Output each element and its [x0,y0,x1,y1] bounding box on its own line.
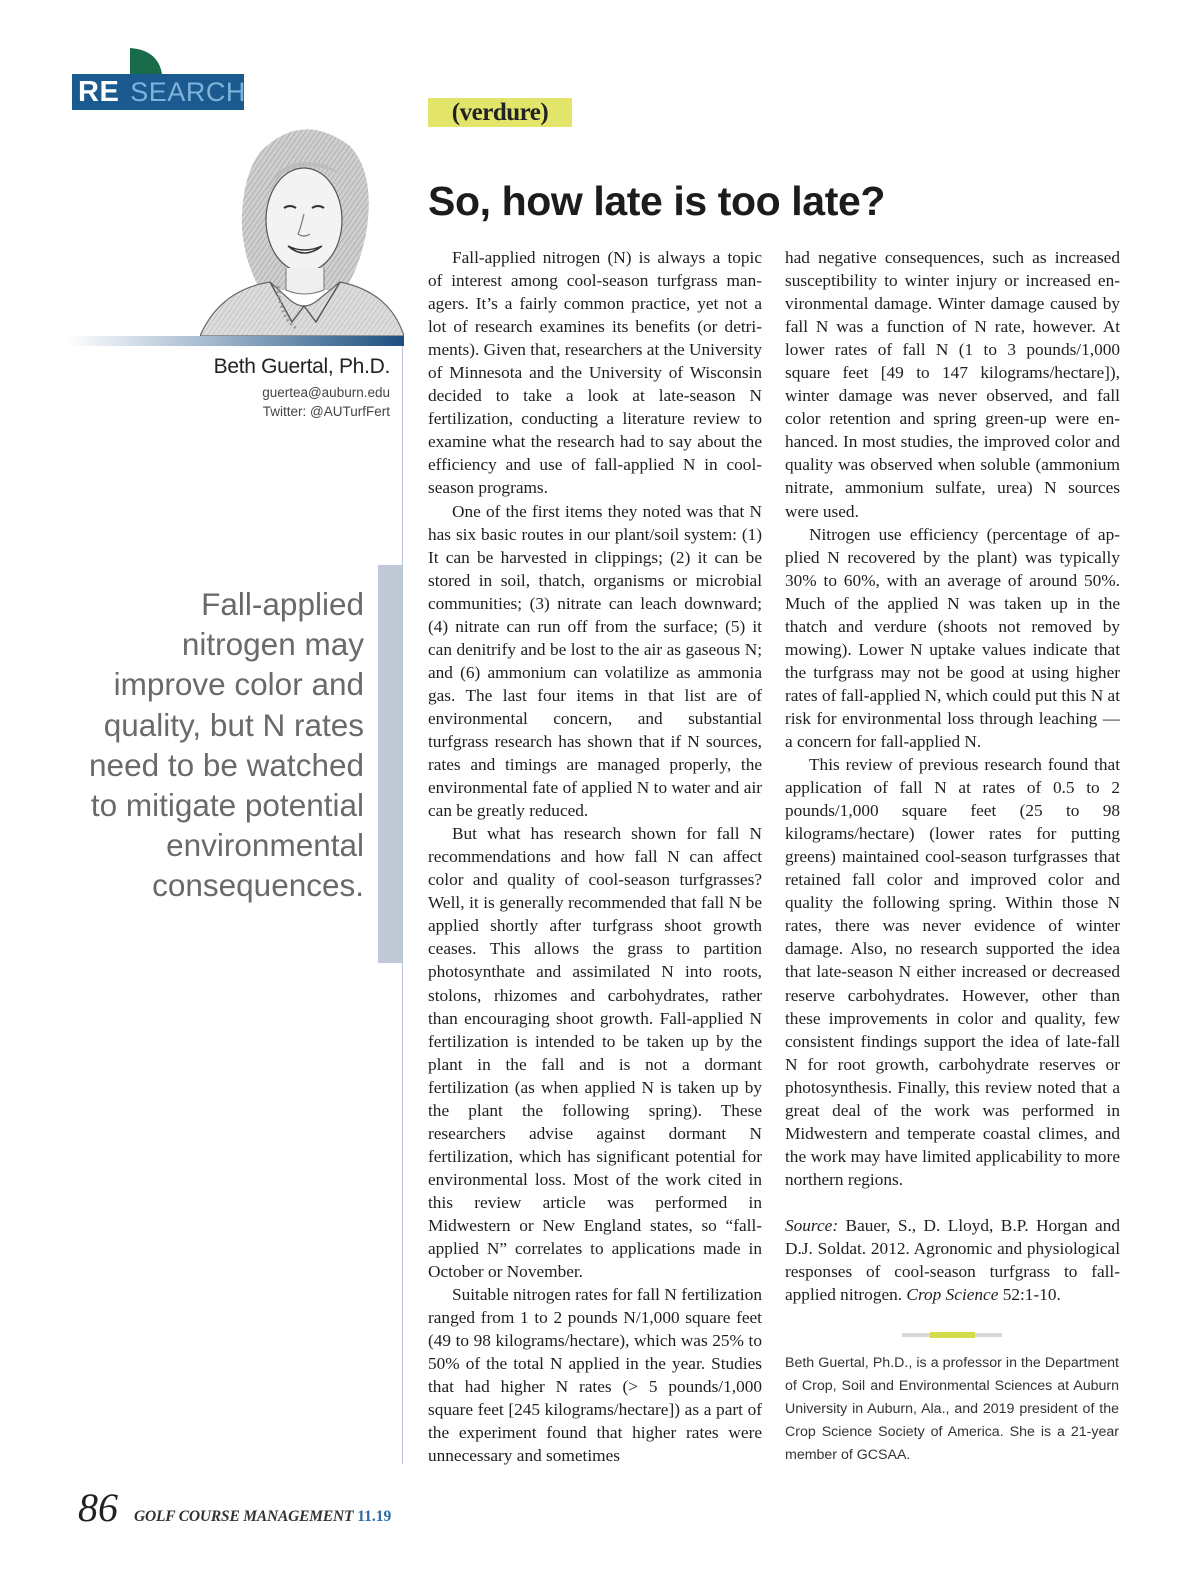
article-column-2 [785,246,1120,1306]
research-logo [72,48,244,110]
portrait-underline [66,336,404,346]
article-headline: So, how late is too late? [428,178,885,224]
author-email: guertea@auburn.edu [262,385,390,400]
author-contact [262,383,390,421]
source-text: Bauer, S., D. Lloyd, B.P. Horgan and D.J. Soldat. 2012. Agronomic and physiological responses of cool-season turfgrass to fall-applied nitrogen. [785,1215,1120,1305]
publication-name: GOLF COURSE MANAGEMENT [134,1508,354,1525]
author-portrait [200,122,404,336]
paragraph: But what has research shown for fall N recommendations and how fall N can affect color and quality of cool-season turfgrasses? Well, it is generally recommended that fall N be applied shortly after turfgrass shoot growth ceases. This allows the grass to partition photosynthate and assimilated N into roots, stolons, rhizomes and carbohydrates, rather than encouraging shoot growth. Fall-applied N fertilization is intended to be taken up by the plant in the fall and is not a dormant fertilization (as when applied N is taken up by the plant the following spring). These researchers advise against dormant N fertilization, which has significant potential for environmental loss. Most of the work cited in this review article was performed in Midwestern or New England states, so “fall-applied N” correlates to applications made in October or November. [428,824,762,1282]
paragraph: One of the first items they noted was that N has six basic routes in our plant/soil system: (1) It can be harvested in clippings; (2) it can be stored in soil, thatch, organisms or microbial communities; (3) nitrate can leach downward; (4) nitrate can run off from the surface; (5) it can denitrify and be lost to the air as gaseous N; and (6) ammonium can volatilize as ammonia gas. The last four items in that list are of environmental concern, and substantial turfgrass research has shown that if N sources, rates and timings are managed properly, the environmental fate of applied N to water and air can be greatly reduced. [428,501,762,821]
paragraph: Fall-applied nitrogen (N) is always a topic of interest among cool-season turfgrass managers. It’s a fairly common practice, yet not a lot of research examines its benefits (or detriments). Given that, researchers at the University of Minnesota and the University of Wisconsin decided to take a look at late-season N fertilization, conducting a literature review to examine what the research had to say about the efficiency and use of fall-applied N in cool-season programs. [428,248,762,498]
pull-quote: Fall-applied nitrogen may improve color and quality, but N rates need to be watched to mitigate potential environmental consequences. [89,586,364,904]
pullquote-bar [378,565,402,963]
paragraph: Suitable nitrogen rates for fall N fertilization ranged from 1 to 2 pounds N/1,000 square feet (49 to 98 kilograms/hectare), which was 25% to 50% of the total N applied in the year. Studies that had higher N rates (> 5 pounds/1,000 square feet [245 kilograms/hectare]) as a part of the experiment found that higher rates were unnecessary and sometimes [428,1285,762,1466]
issue-date: 11.19 [357,1508,392,1525]
paragraph: Nitrogen use efficiency (percentage of applied N recovered by the plant) was typically 30% to 60%, with an average of around 50%. Much of the applied N was taken up in the thatch and verdure (shoots not removed by mowing). Lower N uptake values indicate that the turfgrass may not be good at using higher rates of fall-applied N, which could put this N at risk for environmental loss through leaching — a concern for fall-applied N. [785,524,1120,751]
source-citation-numbers: 52:1-10. [998,1285,1061,1305]
source-journal: Crop Science [906,1285,999,1305]
page-number: 86 [78,1485,118,1530]
logo-search: SEARCH [130,76,246,107]
section-kicker: (verdure) [428,98,572,127]
end-rule-accent [930,1332,975,1338]
leaf-icon [130,48,162,74]
logo-box [72,74,244,110]
author-name: Beth Guertal, Ph.D. [213,355,390,378]
paragraph: had negative consequences, such as increased susceptibility to winter injury or increased environmental damage. Winter damage caused by fall N was a function of N rate, however. At lower rates of fall N (1 to 3 pounds/1,000 square feet [49 to 147 kilograms/hectare]), winter damage was never observed, and fall color retention and spring green-up were enhanced. In most studies, the improved color and quality was observed when soluble (ammonium nitrate, ammonium sulfate, urea) N sources were used. [785,248,1120,521]
source-citation [785,1214,1120,1306]
logo-re: RE [78,75,120,108]
paragraph: This review of previous research found that application of fall N at rates of 0.5 to 2 pounds/1,000 square feet (25 to 98 kilograms/hectare) (lower rates for putting greens) maintained cool-season turfgrasses that retained fall color and improved color and quality the following spring. Within those N rates, there was never evidence of winter damage. Also, no research supported the idea that late-season N either increased or decreased reserve carbohydrates. However, other than these improvements in color and quality, few consistent findings support the idea of late-fall N for root growth, carbohydrate reserves or photosynthesis. Finally, this review noted that a great deal of the work was performed in Midwestern and temperate coastal climes, and the work may have limited applicability to more northern regions. [785,755,1120,1189]
page-footer [78,1484,391,1531]
author-twitter: Twitter: @AUTurfFert [262,404,390,419]
source-label: Source: [785,1215,839,1235]
article-column-1 [428,246,762,1467]
author-bio: Beth Guertal, Ph.D., is a professor in the Department of Crop, Soil and Environmental Sciences at Auburn University in Auburn, Ala., and 2019 president of the Crop Science Society of America. She is a 21-year member of GCSAA. [785,1355,1119,1463]
column-divider [402,346,403,1464]
